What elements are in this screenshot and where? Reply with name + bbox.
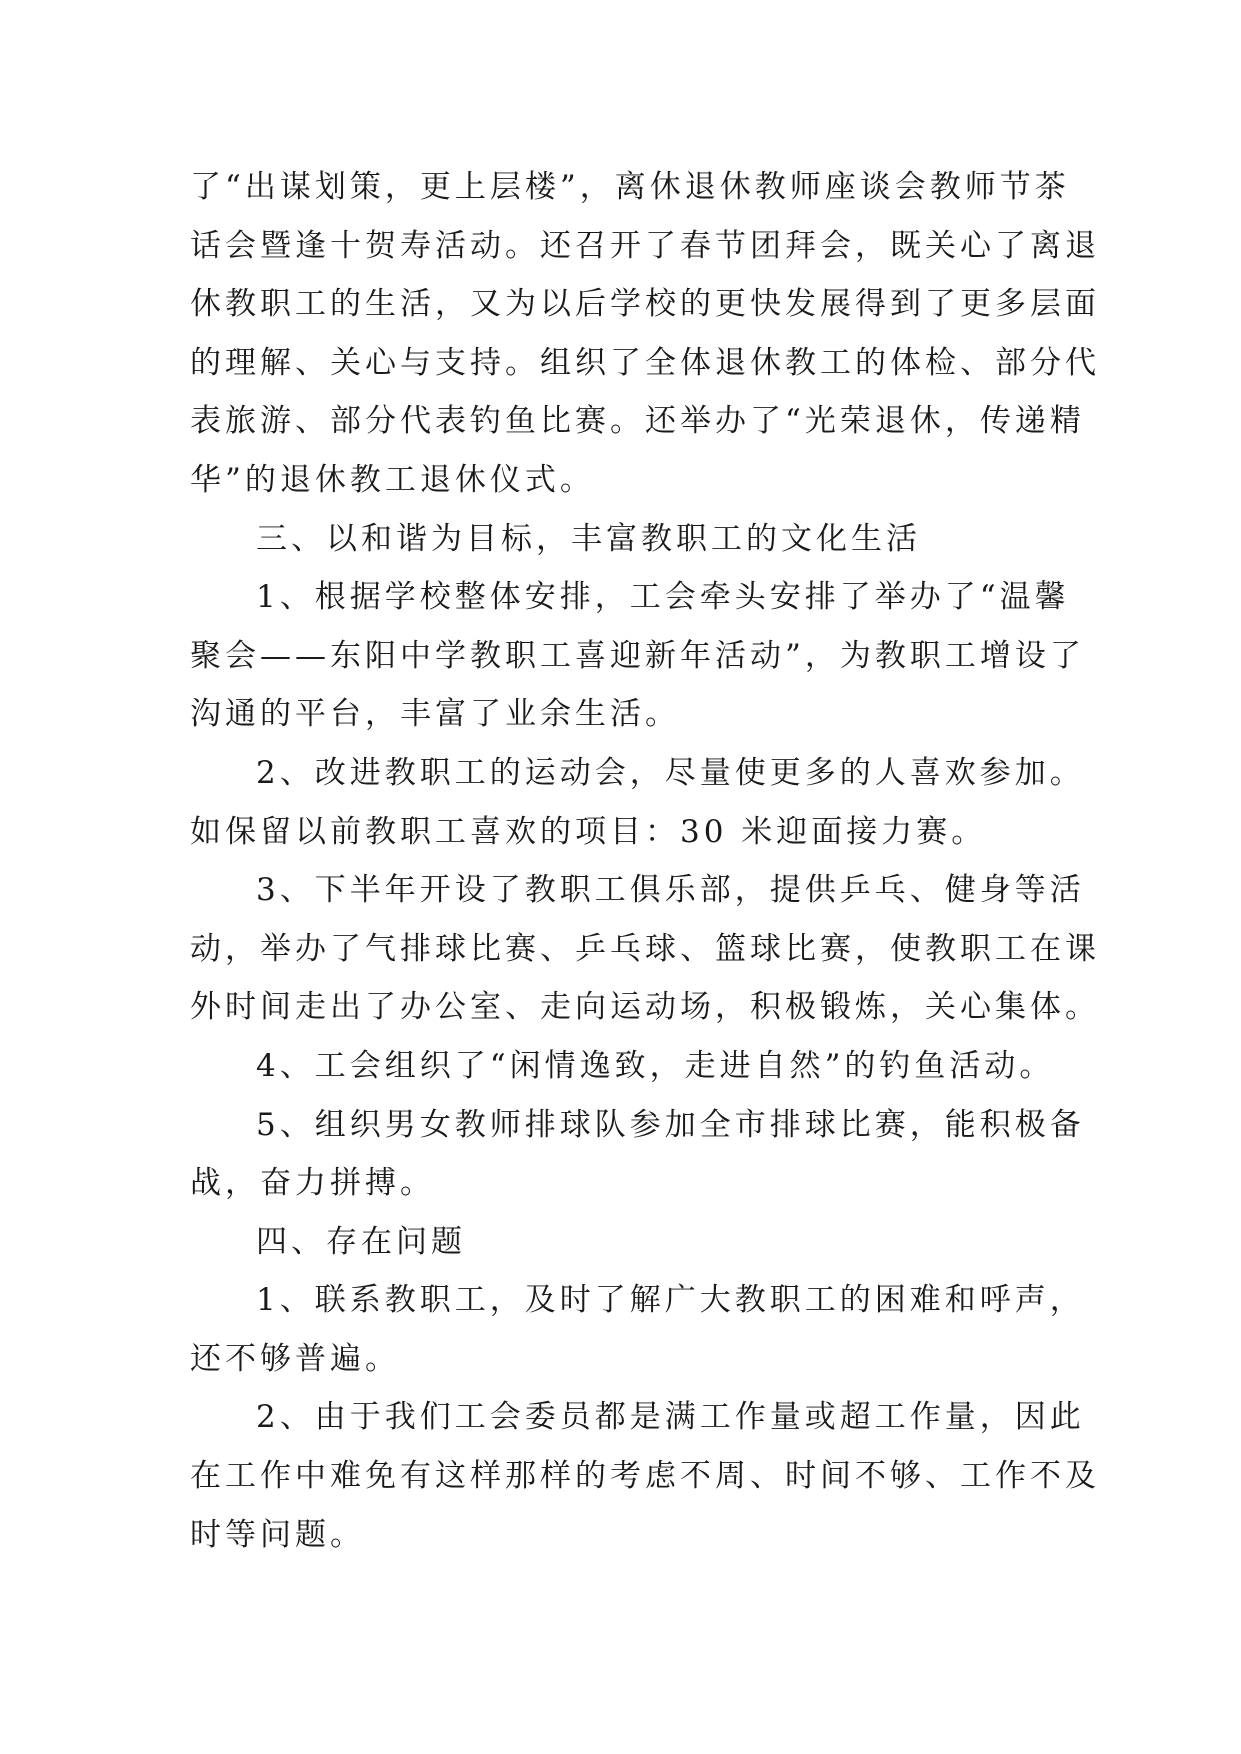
text-line: 表旅游、部分代表钓鱼比赛。还举办了“光荣退休，传递精 (190, 403, 1085, 440)
text-line: 战，奋力拼搏。 (190, 1165, 435, 1202)
text-line: 聚会——东阳中学教职工喜迎新年活动”，为教职工增设了 (190, 637, 1085, 674)
text-line: 的理解、关心与支持。组织了全体退休教工的体检、部分代 (190, 344, 1100, 381)
text-line: 如保留以前教职工喜欢的项目：30 米迎面接力赛。 (190, 813, 987, 850)
text-line: 话会暨逢十贺寿活动。还召开了春节团拜会，既关心了离退 (190, 227, 1100, 264)
text-line: 还不够普遍。 (190, 1340, 400, 1377)
text-line: 1、联系教职工，及时了解广大教职工的困难和呼声， (256, 1282, 1085, 1319)
text-line: 5、组织男女教师排球队参加全市排球比赛，能积极备 (256, 1106, 1085, 1143)
text-line: 动，举办了气排球比赛、乒乓球、篮球比赛，使教职工在课 (190, 930, 1100, 967)
text-line: 2、由于我们工会委员都是满工作量或超工作量，因此 (256, 1399, 1085, 1436)
text-line: 3、下半年开设了教职工俱乐部，提供乒乓、健身等活 (256, 872, 1085, 909)
text-line: 沟通的平台，丰富了业余生活。 (190, 696, 680, 733)
section-heading: 四、存在问题 (256, 1223, 466, 1260)
text-line: 外时间走出了办公室、走向运动场，积极锻炼，关心集体。 (190, 989, 1100, 1026)
text-line: 休教职工的生活，又为以后学校的更快发展得到了更多层面 (190, 286, 1100, 323)
text-line: 华”的退休教工退休仪式。 (190, 461, 595, 498)
text-line: 时等问题。 (190, 1516, 365, 1553)
text-line: 1、根据学校整体安排，工会牵头安排了举办了“温馨 (256, 579, 1070, 616)
text-line: 在工作中难免有这样那样的考虑不周、时间不够、工作不及 (190, 1458, 1100, 1495)
text-line: 2、改进教职工的运动会，尽量使更多的人喜欢参加。 (256, 754, 1085, 791)
text-line: 了“出谋划策，更上层楼”，离休退休教师座谈会教师节茶 (190, 169, 1070, 205)
section-heading: 三、以和谐为目标，丰富教职工的文化生活 (256, 520, 921, 557)
text-line: 4、工会组织了“闲情逸致，走进自然”的钓鱼活动。 (256, 1047, 1055, 1084)
document-body (190, 158, 1100, 1564)
